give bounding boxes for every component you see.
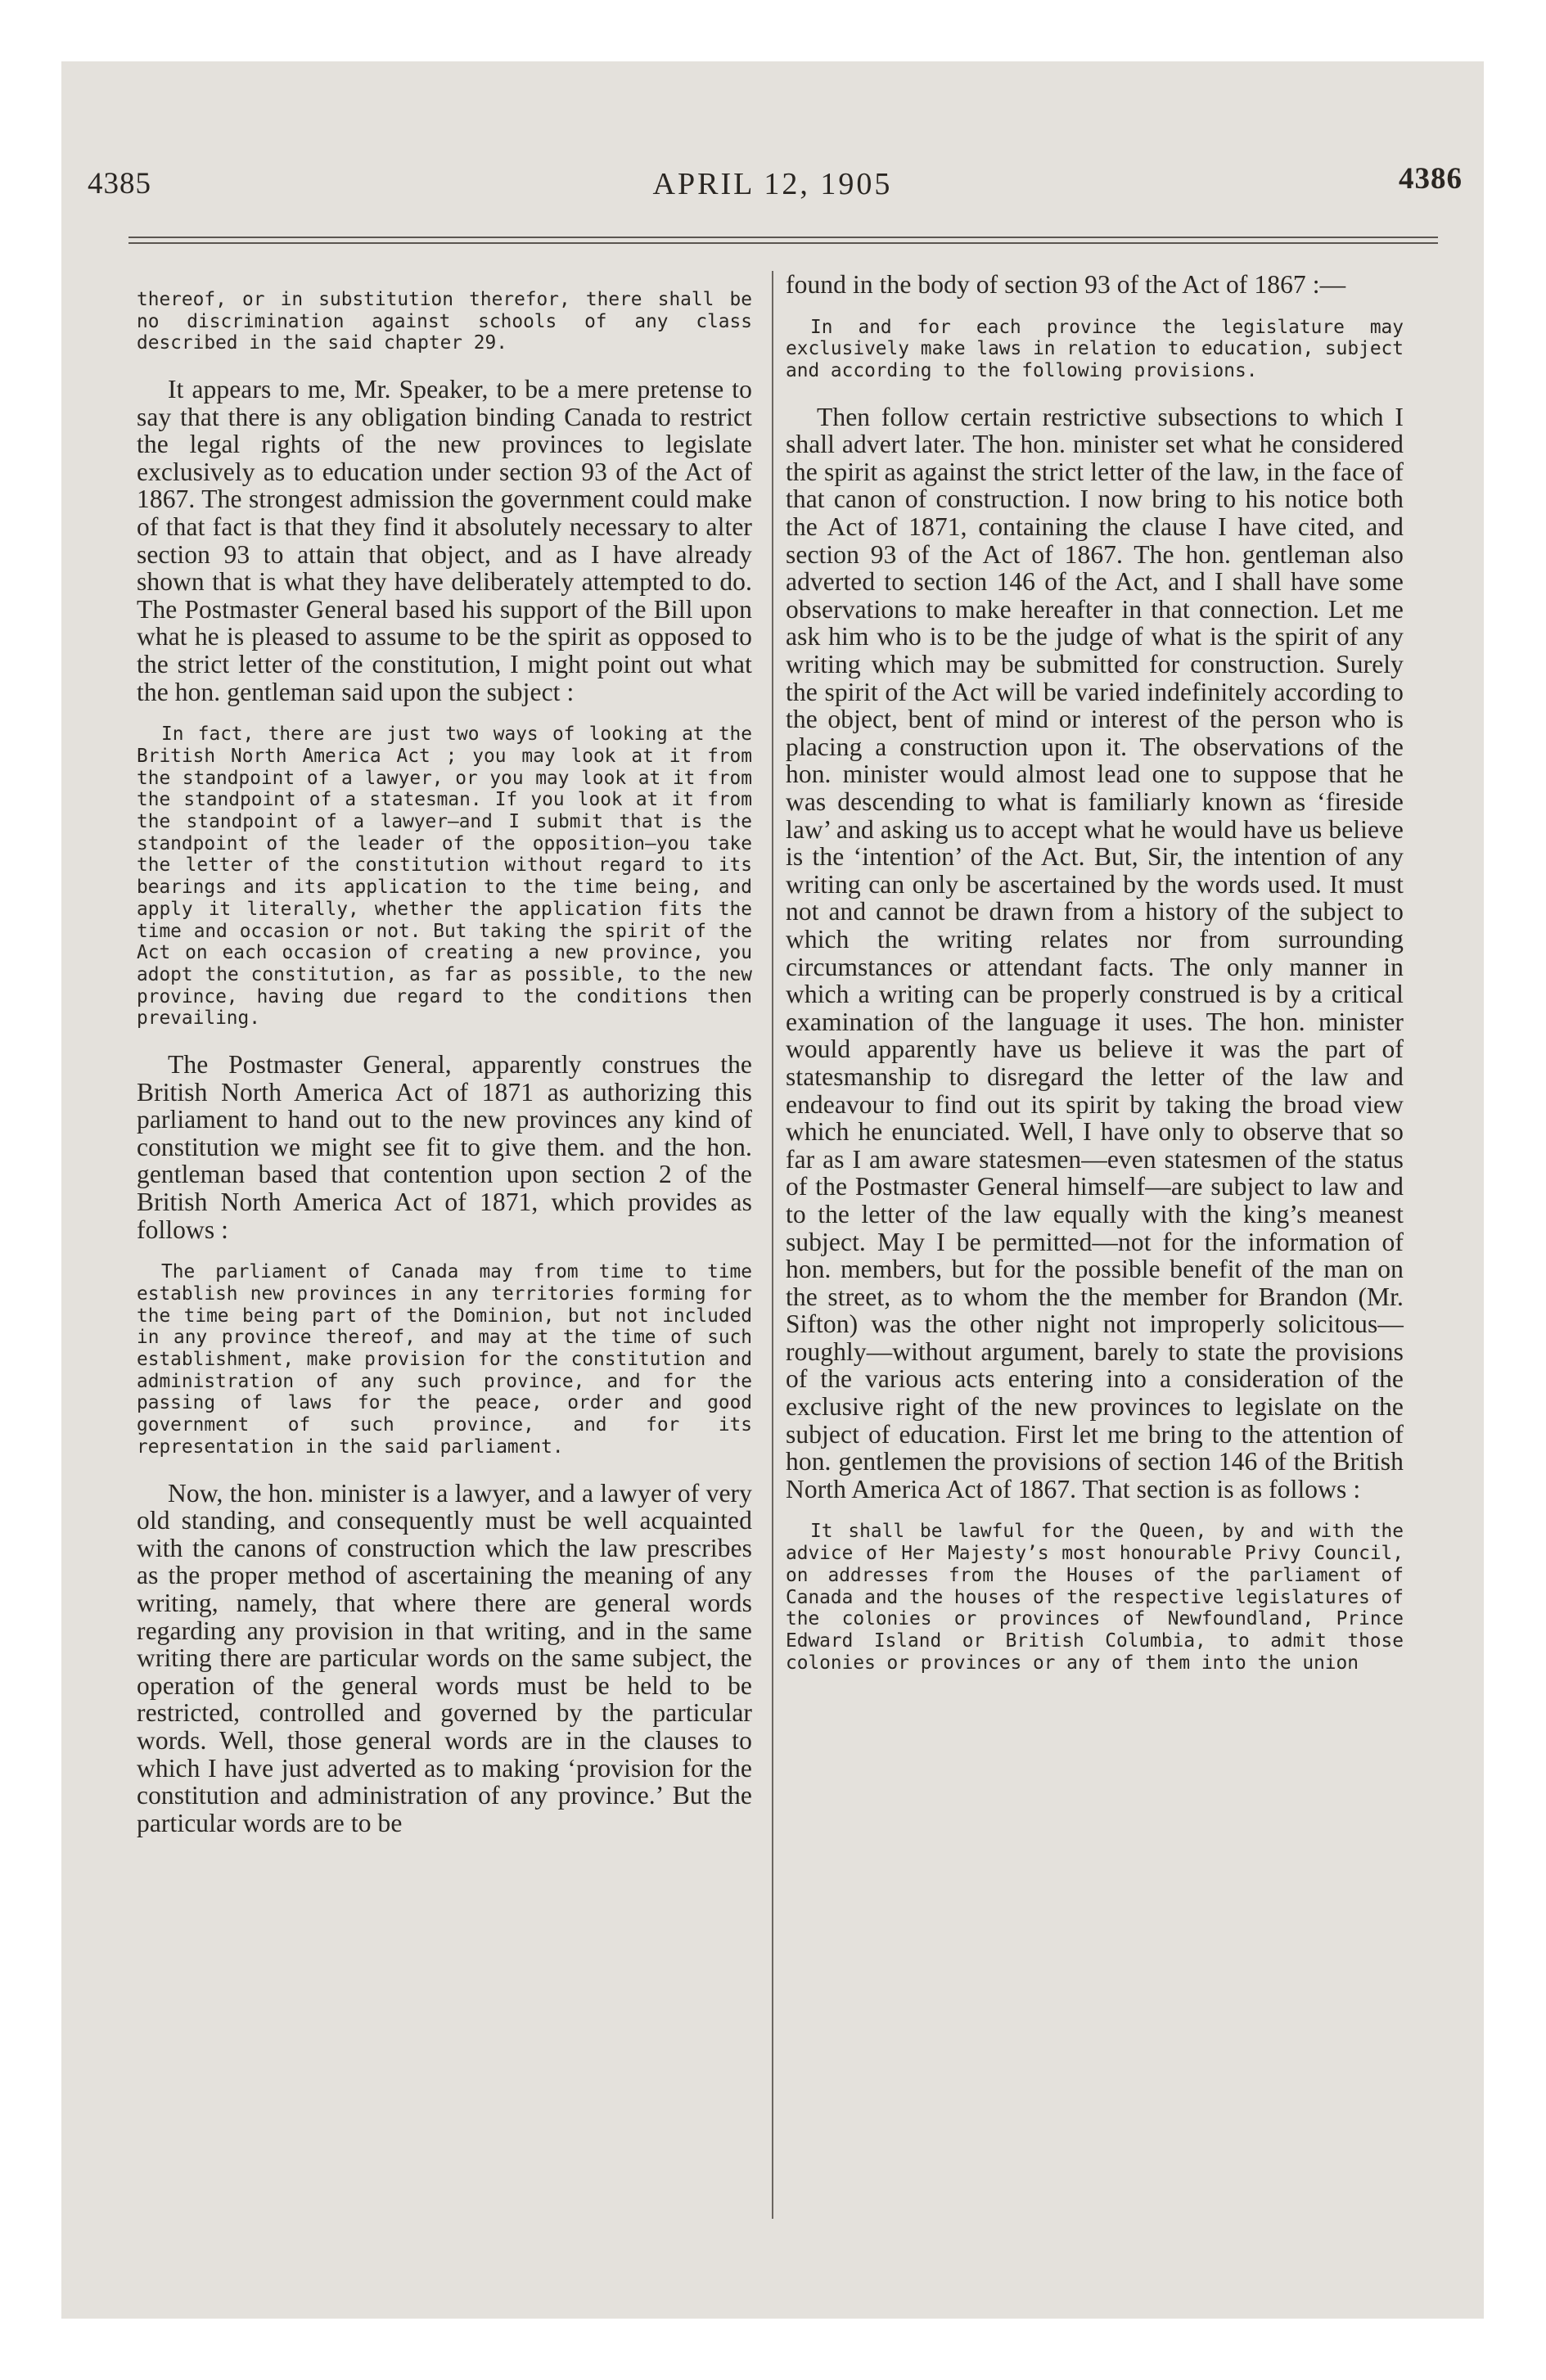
scanned-page — [61, 61, 1484, 2319]
quote-block: In and for each province the legislature may exclusively make laws in relation to education, subject and according to the following provisions. — [786, 316, 1404, 381]
right-column — [773, 271, 1404, 1695]
quote-block: thereof, or in substitution therefor, there shall be no discrimination against schools of any class described in the said chapter 29. — [137, 289, 752, 354]
quote-block: It shall be lawful for the Queen, by and with the advice of Her Majesty’s most honourable Privy Council, on addresses from the Houses of the parliament of Canada and the houses of the respective legislatures of the colonies or provinces of Newfoundland, Prince Edward Island or British Columbia, to admit those colonies or provinces or any of them into the union — [786, 1521, 1404, 1674]
quote-block: In fact, there are just two ways of looking at the British North America Act ; you may look at it from the standpoint of a lawyer, or you may look at it from the standpoint of a statesman. If you look at it from the standpoint of a lawyer—and I submit that is the standpoint of the leader of the opposition—you take the letter of the constitution without regard to its bearings and its application to the time being, and apply it literally, whether the application fits the time and occasion or not. But taking the spirit of the Act on each occasion of creating a new province, you adopt the constitution, as far as possible, to the new province, having due regard to the conditions then prevailing. — [137, 723, 752, 1030]
paragraph: Now, the hon. minister is a lawyer, and a lawyer of very old standing, and consequently must be well acquainted with the canons of construction which the law prescribes as the proper method of ascertaining the meaning of any writing, namely, that where there are general words regarding any provision in that writing, and in the same writing there are particular words on the same subject, the operation of the general words must be held to be restricted, controlled and governed by the particular words. Well, those general words are in the clauses to which I have just adverted as to making ‘provision for the constitution and administration of any province.’ But the particular words are to be — [137, 1478, 752, 1837]
header-rule — [128, 237, 1438, 238]
page-date-title: APRIL 12, 1905 — [652, 167, 893, 201]
header-rule-2 — [128, 242, 1438, 244]
left-column — [137, 271, 752, 1851]
paragraph: It appears to me, Mr. Speaker, to be a mere pretense to say that there is any obligation binding Canada to restrict the legal rights of the new provinces to legislate exclusively as to education under section 93 of the Act of 1867. The strongest admission the government could make of that fact is that they find it absolutely necessary to alter section 93 to attain that object, and as I have already shown that is what they have deliberately attempted to do. The Postmaster General based his support of the Bill upon what he is pleased to assume to be the spirit as opposed to the strict letter of the constitution, I might point out what the hon. gentleman said upon the subject : — [137, 375, 752, 706]
quote-block: The parliament of Canada may from time to time establish new provinces in any territories forming for the time being part of the Dominion, but not included in any province thereof, and may at the time of such establishment, make provision for the constitution and administration of any such province, and for the passing of laws for the peace, order and good government of such province, and for its representation in the said parliament. — [137, 1261, 752, 1458]
page-number-right: 4386 — [1399, 162, 1463, 196]
page-header — [61, 160, 1484, 209]
page-number-left: 4385 — [88, 167, 151, 201]
paragraph: The Postmaster General, apparently construes the British North America Act of 1871 as authorizing this parliament to hand out to the new provinces any kind of constitution we might see fit to give them. and the hon. gentleman based that contention upon section 2 of the British North America Act of 1871, which provides as follows : — [137, 1050, 752, 1244]
paragraph: found in the body of section 93 of the Act of 1867 :— — [786, 270, 1346, 299]
paragraph: Then follow certain restrictive subsections to which I shall advert later. The hon. minister set what he considered the spirit as against the strict letter of the law, in the face of that canon of construction. I now bring to his notice both the Act of 1871, containing the clause I have cited, and section 93 of the Act of 1867. The hon. gentleman also adverted to section 146 of the Act, and I shall have some observations to make hereafter in that connection. Let me ask him who is to be the judge of what is the spirit of any writing which may be submitted for construction. Surely the spirit of the Act will be varied indefinitely according to the object, bent of mind or interest of the person who is placing a construction upon it. The observations of the hon. minister would almost lead one to suppose that he was descending to what is familiarly known as ‘fireside law’ and asking us to accept what he would have us believe is the ‘intention’ of the Act. But, Sir, the intention of any writing can only be ascertained by the words used. It must not and cannot be drawn from a history of the subject to which the writing relates nor from surrounding circumstances or attendant facts. The only manner in which a writing can be properly construed is by a critical examination of the language it uses. The hon. minister would apparently have us believe it was the part of statesmanship to disregard the letter of the law and endeavour to find out its spirit by taking the broad view which he enunciated. Well, I have only to observe that so far as I am aware statesmen—even statesmen of the status of the Postmaster General himself—are subject to law and to the letter of the law equally with the king’s meanest subject. May I be permitted—not for the information of hon. members, but for the possible benefit of the man on the street, as to whom the the member for Brandon (Mr. Sifton) was the other night not improperly solicitous—roughly—without argument, barely to state the provisions of the various acts entering into a consideration of the exclusive right of the new provinces to legislate on the subject of education. First let me bring to the attention of hon. gentlemen the provisions of section 146 of the British North America Act of 1867. That section is as follows : — [786, 402, 1404, 1503]
